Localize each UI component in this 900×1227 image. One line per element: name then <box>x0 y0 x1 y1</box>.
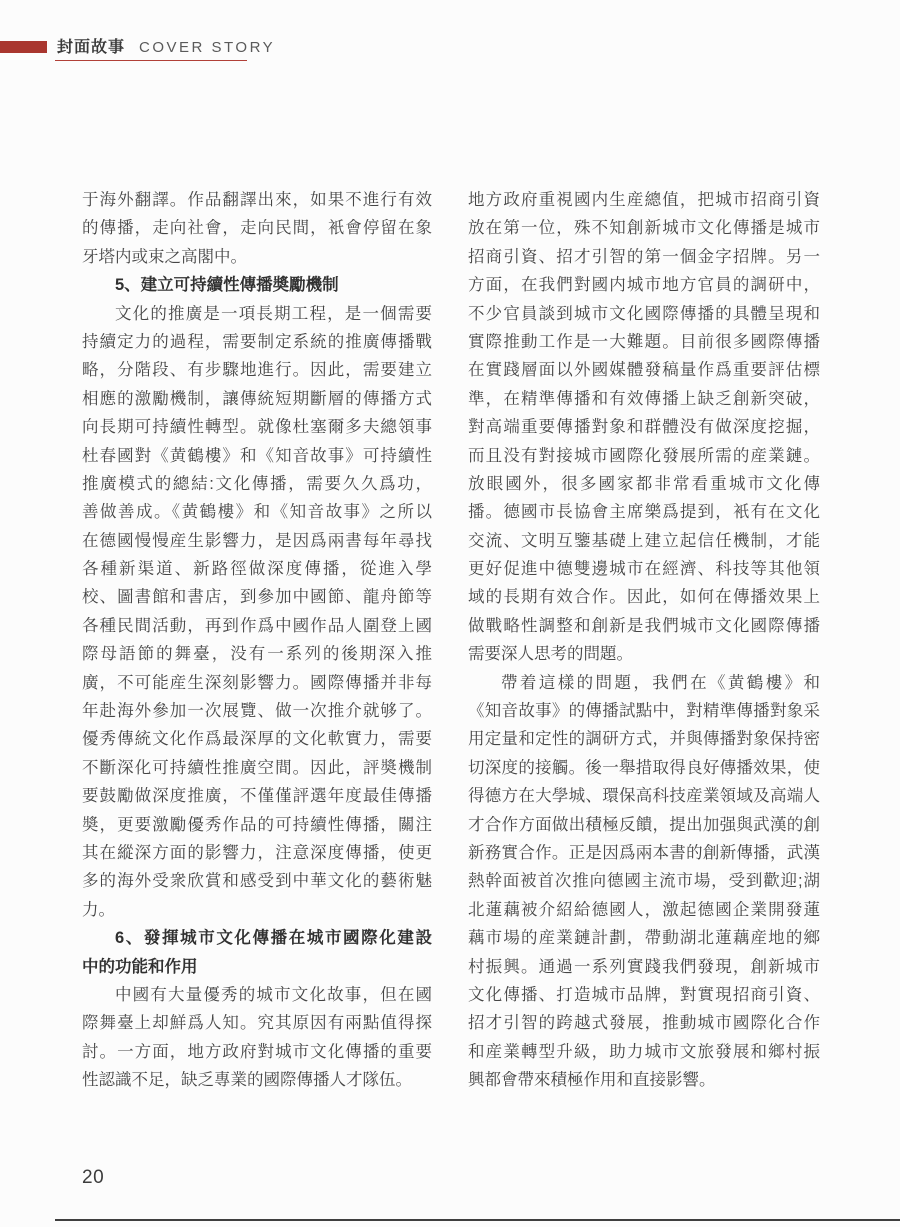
text-line: 要鼓勵做深度推廣，不僅僅評選年度最佳傳播 <box>82 787 432 806</box>
text-line: 際舞臺上却鮮爲人知。究其原因有兩點值得探 <box>82 1014 432 1033</box>
header-red-bar <box>0 41 47 53</box>
text-line: 力。 <box>82 900 115 919</box>
text-line: 在德國慢慢産生影響力，是因爲兩書每年尋找 <box>82 531 432 550</box>
heading-line: 6、發揮城市文化傳播在城市國際化建設 <box>115 929 432 948</box>
page-number: 20 <box>82 1167 105 1188</box>
text-line: 招才引智的跨越式發展，推動城市國際化合作 <box>468 1014 820 1033</box>
text-line: 牙塔内或束之高閣中。 <box>82 247 247 266</box>
text-line: 持續定力的過程，需要制定系統的推廣傳播戰 <box>82 332 432 351</box>
section-title-en: COVER STORY <box>139 39 276 56</box>
text-line: 方面，在我們對國内城市地方官員的調研中， <box>468 276 820 295</box>
heading-line: 5、建立可持續性傳播奬勵機制 <box>115 276 339 295</box>
header-underline <box>55 60 247 61</box>
text-line: 而且没有對接城市國際化發展所需的産業鏈。 <box>468 446 820 465</box>
text-line: 文化的推廣是一項長期工程，是一個需要 <box>115 304 432 323</box>
text-line: 杜春國對《黄鶴樓》和《知音故事》可持續性 <box>82 446 432 465</box>
text-line: 各種新渠道、新路徑做深度傳播，從進入學 <box>82 560 432 579</box>
text-line: 才合作方面做出積極反饋，提出加强與武漢的創 <box>468 815 820 834</box>
text-line: 興都會帶來積極作用和直接影響。 <box>468 1071 716 1090</box>
text-line: 得德方在大學城、環保高科技産業領域及高端人 <box>468 787 820 806</box>
text-line: 域的長期有效合作。因此，如何在傳播效果上 <box>468 588 820 607</box>
text-line: 對高端重要傳播對象和群體没有做深度挖掘， <box>468 418 820 437</box>
page-header <box>57 34 275 57</box>
text-line: 中國有大量優秀的城市文化故事，但在國 <box>115 985 432 1004</box>
text-line: 藕市場的産業鏈計劃，帶動湖北蓮藕産地的鄉 <box>468 929 820 948</box>
text-line: 年赴海外參加一次展覽、做一次推介就够了。 <box>82 702 432 721</box>
text-line: 各種民間活動，再到作爲中國作品人圍登上國 <box>82 616 432 635</box>
text-line: 做戰略性調整和創新是我們城市文化國際傳播 <box>468 616 820 635</box>
text-line: 熱幹面被首次推向德國主流市場，受到歡迎;湖 <box>468 872 820 891</box>
text-line: 更好促進中德雙邊城市在經濟、科技等其他領 <box>468 560 820 579</box>
text-line: 帶着這樣的問題，我們在《黄鶴樓》和 <box>501 673 820 692</box>
text-line: 準，在精準傳播和有效傳播上缺乏創新突破， <box>468 389 820 408</box>
text-line: 切深度的接觸。後一舉措取得良好傳播效果，使 <box>468 758 820 777</box>
heading-line: 中的功能和作用 <box>82 957 198 976</box>
text-line: 性認識不足，缺乏專業的國際傳播人才隊伍。 <box>82 1071 412 1090</box>
text-line: 校、圖書館和書店，到參加中國節、龍舟節等 <box>82 588 432 607</box>
text-line: 向長期可持續性轉型。就像杜塞爾多夫總領事 <box>82 418 432 437</box>
text-line: 其在縱深方面的影響力，注意深度傳播，使更 <box>82 843 432 862</box>
text-line: 廣，不可能産生深刻影響力。國際傳播并非每 <box>82 673 432 692</box>
text-line: 地方政府重視國内生産總值，把城市招商引資 <box>468 191 820 209</box>
text-line: 實際推動工作是一大難題。目前很多國際傳播 <box>468 332 820 351</box>
text-line: 文化傳播、打造城市品牌，對實現招商引資、 <box>468 985 820 1004</box>
text-line: 的傳播，走向社會，走向民間，衹會停留在象 <box>82 219 432 238</box>
footer-rule <box>55 1219 900 1221</box>
text-line: 優秀傳統文化作爲最深厚的文化軟實力，需要 <box>82 730 432 749</box>
text-line: 播。德國市長協會主席樂爲提到，衹有在文化 <box>468 503 820 522</box>
text-line: 《知音故事》的傳播試點中，對精準傳播對象采 <box>468 702 820 721</box>
text-line: 不斷深化可持續性推廣空間。因此，評奬機制 <box>82 758 432 777</box>
text-line: 放在第一位，殊不知創新城市文化傳播是城市 <box>468 219 820 238</box>
text-line: 多的海外受衆欣賞和感受到中華文化的藝術魅 <box>82 872 432 891</box>
text-line: 奬，更要激勵優秀作品的可持續性傳播，關注 <box>82 815 432 834</box>
text-line: 用定量和定性的調研方式，并與傳播對象保持密 <box>468 730 820 749</box>
text-line: 相應的激勵機制，讓傳統短期斷層的傳播方式 <box>82 389 432 408</box>
text-line: 推廣模式的總結:文化傳播，需要久久爲功， <box>82 474 432 493</box>
text-line: 需要深人思考的問題。 <box>468 645 633 664</box>
text-line: 放眼國外，很多國家都非常看重城市文化傳 <box>468 474 820 493</box>
section-title-zh: 封面故事 <box>57 39 126 56</box>
text-line: 村振興。通過一系列實踐我們發現，創新城市 <box>468 957 820 976</box>
text-line: 新務實合作。正是因爲兩本書的創新傳播，武漢 <box>468 843 820 862</box>
text-line: 于海外翻譯。作品翻譯出來，如果不進行有效 <box>82 191 432 209</box>
text-line: 和産業轉型升級，助力城市文旅發展和鄉村振 <box>468 1042 820 1061</box>
text-line: 不少官員談到城市文化國際傳播的具體呈現和 <box>468 304 820 323</box>
text-line: 招商引資、招才引智的第一個金字招牌。另一 <box>468 247 820 266</box>
text-line: 際母語節的舞臺，没有一系列的後期深入推 <box>82 645 432 664</box>
text-line: 討。一方面，地方政府對城市文化傳播的重要 <box>82 1042 432 1061</box>
left-column <box>82 186 432 1095</box>
text-line: 在實踐層面以外國媒體發稿量作爲重要評估標 <box>468 361 820 380</box>
text-line: 交流、文明互鑒基礎上建立起信任機制，才能 <box>468 531 820 550</box>
text-line: 善做善成。《黄鶴樓》和《知音故事》之所以 <box>82 503 432 522</box>
text-line: 北蓮藕被介紹給德國人，激起德國企業開發蓮 <box>468 900 820 919</box>
text-line: 略，分階段、有步驟地進行。因此，需要建立 <box>82 361 432 380</box>
right-column <box>468 186 820 1095</box>
